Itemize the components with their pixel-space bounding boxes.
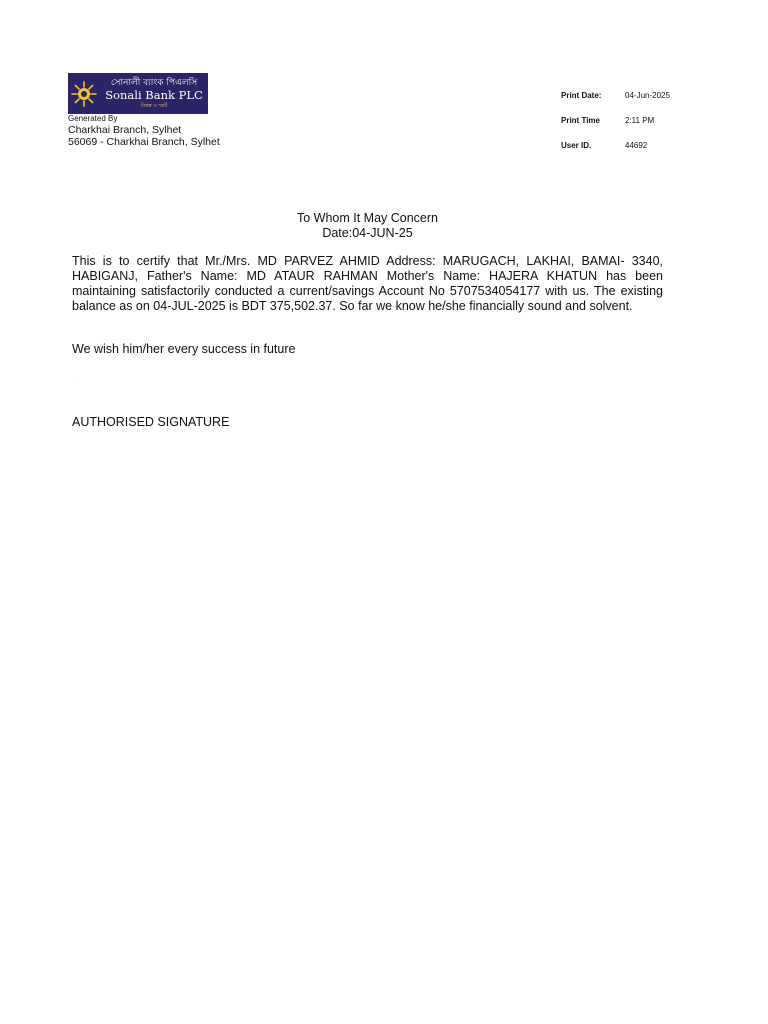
logo-english-name: Sonali Bank PLC <box>105 88 203 103</box>
closing-wish: We wish him/her every success in future <box>72 342 296 356</box>
branch-name: Charkhai Branch, Sylhet <box>68 124 182 136</box>
branch-code: 56069 - Charkhai Branch, Sylhet <box>68 136 220 148</box>
logo-bangla-name: সোনালী ব্যাংক পিএলসি <box>110 78 198 89</box>
logo-tagline: বিশ্বস্ত ও স্মার্ট <box>140 102 168 109</box>
letter-date: Date:04-JUN-25 <box>322 226 413 240</box>
letter-title: To Whom It May Concern <box>296 211 438 225</box>
certificate-body: This is to certify that Mr./Mrs. MD PARVEZ AHMID Address: MARUGACH, LAKHAI, BAMAI- 3340, HABIGANJ, Father's Name: MD ATAUR RAHMAN Mother's Name: HAJERA KHATUN has been maintaining satisfactorily conducted a current/savings Account No 5707534054177 with us. The existing balance as on 04-JUL-2025 is BDT 375,502.37. So far we know he/she financially sound and solvent. <box>72 254 663 313</box>
user-id-label: User ID. <box>561 141 592 150</box>
generated-by-label: Generated By <box>68 114 118 123</box>
print-date-value: 04-Jun-2025 <box>625 91 670 100</box>
print-time-value: 2:11 PM <box>625 116 655 125</box>
user-id-value: 44692 <box>625 141 648 150</box>
stray-mark: . <box>73 380 75 386</box>
print-time-label: Print Time <box>561 116 600 125</box>
authorised-signature: AUTHORISED SIGNATURE <box>72 415 230 429</box>
sun-emblem-icon <box>68 73 100 114</box>
sonali-bank-logo <box>68 73 208 114</box>
print-date-label: Print Date: <box>561 91 602 100</box>
